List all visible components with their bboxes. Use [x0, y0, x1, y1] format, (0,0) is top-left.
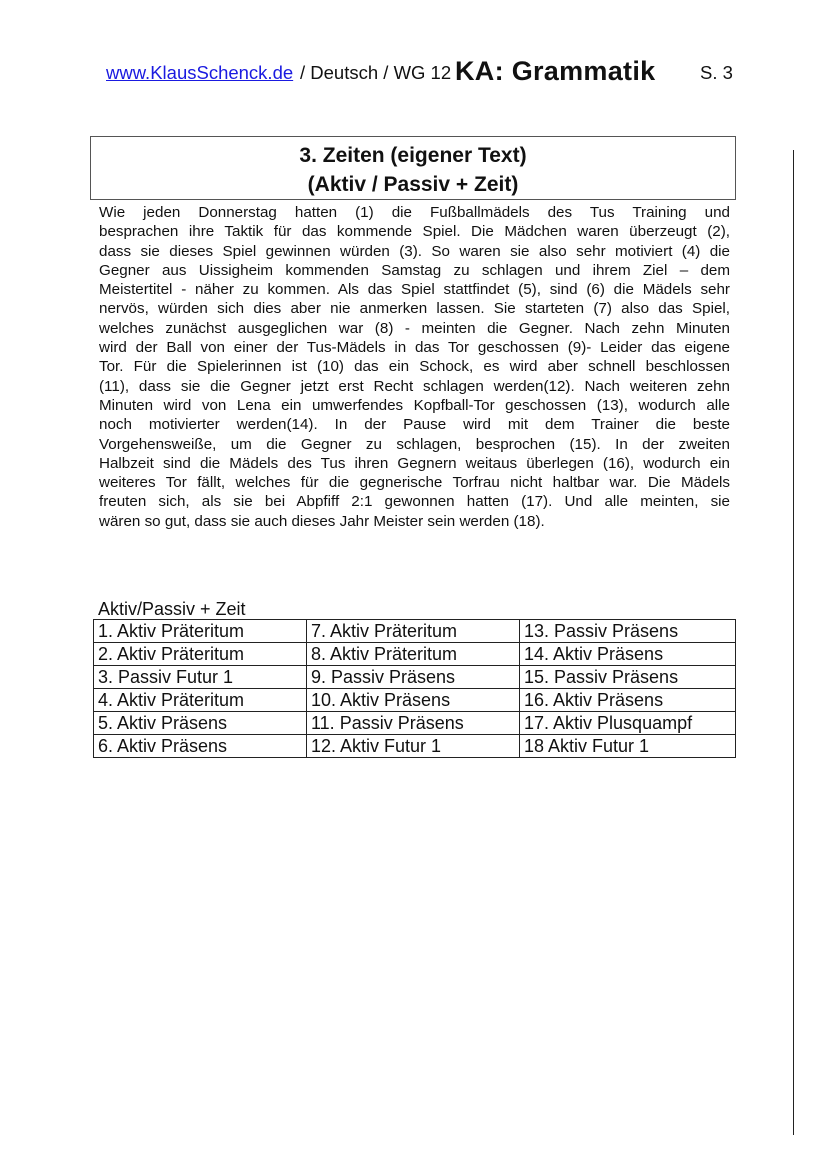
table-cell: 3. Passiv Futur 1: [94, 666, 307, 689]
table-cell: 1. Aktiv Präteritum: [94, 620, 307, 643]
text-line: Halbzeit sind die Mädels des Tus ihren Gegnern weitaus überlegen (16), wodurch ein: [99, 454, 730, 472]
section-subtitle: (Aktiv / Passiv + Zeit): [307, 173, 519, 196]
text-line: besprachen ihre Taktik für das kommende Spiel. Die Mädchen waren überzeugt (2),: [99, 223, 730, 241]
text-line: Wie jeden Donnerstag hatten (1) die Fußballmädels des Tus Training und: [99, 204, 730, 221]
table-row: [94, 689, 736, 712]
table-cell: 12. Aktiv Futur 1: [307, 735, 520, 758]
table-row: [94, 666, 736, 689]
text-line: noch motivierter werden(14). In der Pause wird mit dem Trainer die beste: [99, 416, 730, 434]
answer-table: [93, 619, 736, 758]
table-cell: 10. Aktiv Präsens: [307, 689, 520, 712]
text-line: Minuten wird von Lena ein umwerfendes Kopfball-Tor geschossen (13), wodurch alle: [99, 396, 730, 414]
table-row: [94, 620, 736, 643]
section-title-box: [90, 136, 736, 200]
table-row: [94, 712, 736, 735]
text-line: nervös, würden sich dies aber nie anmerken lassen. Sie starteten (7) also das Spiel,: [99, 300, 730, 318]
text-line: wird der Ball von einer der Tus-Mädels in das Tor geschossen (9)- Leider das eigene: [99, 339, 730, 357]
text-line: (11), dass sie die Gegner jetzt erst Recht schlagen werden(12). Nach weiteren zehn: [99, 377, 730, 395]
table-row: [94, 735, 736, 758]
table-cell: 13. Passiv Präsens: [520, 620, 736, 643]
text-line: dass sie dieses Spiel gewinnen würden (3). So waren sie also sehr motiviert (4) die: [99, 242, 730, 260]
section-title: 3. Zeiten (eigener Text): [299, 144, 527, 167]
text-line: wären so gut, dass sie auch dieses Jahr Meister sein werden (18).: [99, 512, 545, 530]
text-line: weiteres Tor fällt, welches für die gegnerische Torfrau nicht haltbar war. Die Mädels: [99, 474, 730, 492]
table-cell: 14. Aktiv Präsens: [520, 643, 736, 666]
site-link[interactable]: www.KlausSchenck.de: [106, 62, 294, 83]
table-cell: 9. Passiv Präsens: [307, 666, 520, 689]
text-line: Tor. Für die Spielerinnen ist (10) das ein Schock, es wird aber schnell beschlossen: [99, 358, 730, 376]
table-cell: 7. Aktiv Präteritum: [307, 620, 520, 643]
table-cell: 6. Aktiv Präsens: [94, 735, 307, 758]
text-line: welches zunächst ausgeglichen war (8) - meinten die Gegner. Nach zehn Minuten: [99, 319, 730, 337]
table-cell: 2. Aktiv Präteritum: [94, 643, 307, 666]
margin-rule: [793, 150, 794, 1135]
text-line: Gegner aus Uissigheim kommenden Samstag zu schlagen und ihrem Ziel – dem: [99, 261, 730, 279]
text-line: freuten sich, als sie bei Abpfiff 2:1 gewonnen hatten (17). Und alle meinten, sie: [99, 493, 730, 511]
answer-table-caption: Aktiv/Passiv + Zeit: [98, 599, 246, 619]
text-line: Vorgehensweiße, um die Gegner zu schlagen, besprochen (15). In der zweiten: [99, 435, 730, 453]
table-cell: 5. Aktiv Präsens: [94, 712, 307, 735]
table-cell: 11. Passiv Präsens: [307, 712, 520, 735]
course-path: / Deutsch / WG 12: [300, 62, 452, 83]
table-cell: 15. Passiv Präsens: [520, 666, 736, 689]
table-cell: 17. Aktiv Plusquampf: [520, 712, 736, 735]
exam-title: KA: Grammatik: [455, 56, 656, 86]
table-cell: 18 Aktiv Futur 1: [520, 735, 736, 758]
text-line: Meistertitel - näher zu kommen. Als das Spiel stattfindet (5), sind (6) die Mädels sehr: [99, 281, 730, 299]
table-cell: 4. Aktiv Präteritum: [94, 689, 307, 712]
table-cell: 8. Aktiv Präteritum: [307, 643, 520, 666]
page-number: S. 3: [700, 62, 733, 83]
table-cell: 16. Aktiv Präsens: [520, 689, 736, 712]
exercise-text: [99, 203, 730, 531]
table-row: [94, 643, 736, 666]
